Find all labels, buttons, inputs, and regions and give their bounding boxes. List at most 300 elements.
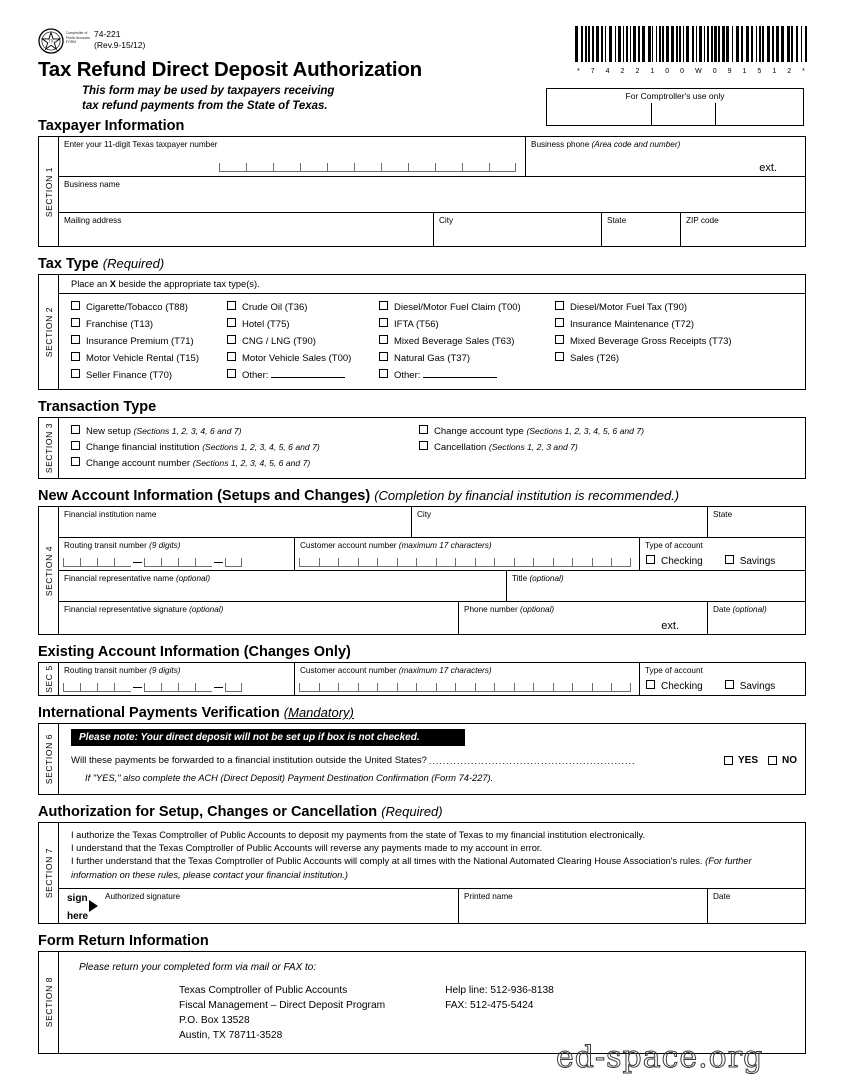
tax-type-checkbox[interactable] [379,335,555,348]
section-6-heading-suffix: (Mandatory) [283,705,354,720]
section-4-heading [38,488,844,504]
new-account-number-comb[interactable] [299,558,631,567]
checkbox-icon[interactable] [379,301,388,310]
existing-type-of-account-group [640,663,805,695]
tax-type-checkbox[interactable] [71,352,227,365]
address-line: Fiscal Management – Direct Deposit Program [179,999,386,1011]
write-in-line[interactable] [271,369,345,378]
comb-cell[interactable] [436,683,456,692]
transaction-type-checkbox[interactable] [419,441,805,454]
comb-cell[interactable] [144,683,161,692]
comb-cell[interactable] [475,558,495,567]
subtitle-line-2: tax refund payments from the State of Texas. [82,99,328,112]
transaction-type-checkbox[interactable] [71,441,419,454]
international-payments-question: Will these payments be forwarded to a financial institution outside the United States? [71,755,427,766]
comb-cell[interactable] [397,558,417,567]
tax-type-checkbox[interactable] [227,301,379,314]
transaction-type-note: (Sections 1, 2, 3, 4, 6 and 7) [133,426,242,436]
comb-dash [133,687,142,688]
new-checking-checkbox[interactable] [646,555,703,568]
comb-cell[interactable] [416,558,436,567]
tax-type-checkbox[interactable] [379,352,555,365]
checkbox-icon[interactable] [768,756,777,765]
comb-cell[interactable] [514,683,534,692]
comb-cell[interactable] [494,558,514,567]
comb-cell[interactable] [300,163,327,172]
comb-cell[interactable] [572,558,592,567]
comb-cell[interactable] [178,558,195,567]
taxpayer-number-comb[interactable] [219,163,516,172]
comb-cell[interactable] [225,683,242,692]
form-number-block [94,28,145,50]
checkbox-icon[interactable] [555,335,564,344]
comb-dash [214,687,223,688]
comb-cell[interactable] [435,163,462,172]
checkbox-icon[interactable] [379,369,388,378]
comb-cell[interactable] [219,163,246,172]
please-return-text: Please return your completed form via mail or FAX to: [79,961,317,973]
state-label: State [607,216,627,225]
existing-savings-checkbox[interactable] [725,680,776,693]
section-2-rail [39,275,59,389]
comb-cell[interactable] [144,558,161,567]
printed-name-label: Printed name [464,891,513,901]
city-field[interactable] [434,213,602,246]
transaction-type-label: Change account type (Sections 1, 2, 3, 4, 5, 6 and 7) [434,426,644,437]
business-phone-label: Business phone (Area code and number) [531,140,681,149]
authorization-para-1: I authorize the Texas Comptroller of Public Accounts to deposit my payments from the state of Texas to my financial institution electronically. [71,830,646,840]
leader-dots: ........................................................... [428,755,636,766]
tax-type-label: Motor Vehicle Sales (T00) [242,353,352,364]
agency-identifier [38,28,145,54]
comb-cell[interactable] [436,558,456,567]
barcode-digit: 2 [787,68,792,75]
transaction-type-checkbox-grid [59,418,805,478]
new-routing-number-field[interactable] [59,538,295,570]
tax-type-checkbox[interactable] [71,318,227,331]
fi-city-field[interactable] [412,507,708,537]
tax-type-checkbox[interactable] [555,335,805,348]
financial-rep-name-field[interactable] [59,571,507,601]
intl-yes-label: YES [737,755,758,766]
tax-type-label: Other: [394,369,497,382]
new-routing-number-comb[interactable] [63,558,242,567]
new-type-of-account-group [640,538,805,570]
comb-cell[interactable] [80,683,97,692]
zip-field[interactable] [681,213,805,246]
comb-cell[interactable] [553,683,573,692]
comb-dash [133,562,142,563]
signature-date-field[interactable] [708,889,805,923]
checkbox-icon[interactable] [419,441,428,450]
tax-type-checkbox[interactable] [555,301,805,314]
existing-type-of-account-label: Type of account [645,666,703,675]
barcode-digit: 2 [635,68,640,75]
section-4-rail-label: SECTION 4 [43,545,54,596]
checkbox-icon[interactable] [71,352,80,361]
comb-cell[interactable] [338,558,358,567]
barcode-digit: 2 [620,68,625,75]
tax-type-label: Crude Oil (T36) [242,302,308,313]
barcode-block [575,26,807,75]
form-number: 74-221 [94,29,121,39]
checkbox-icon[interactable] [646,680,655,689]
section-3-heading: Transaction Type [38,399,157,415]
mailing-address-label: Mailing address [64,216,122,225]
section-1-heading: Taxpayer Information [38,118,185,134]
transaction-type-note: (Sections 1, 2, 3 and 7) [488,442,578,452]
checkbox-icon[interactable] [71,457,80,466]
comb-cell[interactable] [319,683,339,692]
new-checking-label: Checking [661,556,703,567]
barcode-digit: 4 [605,68,610,75]
fi-state-label: State [713,510,733,519]
checkbox-icon[interactable] [724,756,733,765]
business-phone-field[interactable] [526,137,805,176]
financial-institution-name-label: Financial institution name [64,510,157,519]
comb-cell[interactable] [397,683,417,692]
checkbox-icon[interactable] [71,369,80,378]
tax-type-label: Franchise (T13) [86,319,154,330]
comb-cell[interactable] [494,683,514,692]
financial-rep-date-field[interactable] [708,602,805,634]
checkbox-icon[interactable] [227,318,236,327]
section-3-rail-label: SECTION 3 [43,422,54,474]
comb-cell[interactable] [553,558,573,567]
city-label: City [439,216,454,225]
comb-cell[interactable] [611,558,631,567]
financial-rep-signature-label: Financial representative signature (optional) [64,605,224,614]
checkbox-icon[interactable] [227,352,236,361]
checkbox-icon[interactable] [555,352,564,361]
comb-cell[interactable] [195,683,212,692]
barcode-digits [575,67,807,75]
comptroller-use-only-label: For Comptroller's use only [625,91,725,101]
address-line: Austin, TX 78711-3528 [179,1029,283,1041]
mailing-address-field[interactable] [59,213,434,246]
barcode-digit: 1 [742,68,747,75]
checkbox-icon[interactable] [71,301,80,310]
checkbox-icon[interactable] [379,352,388,361]
comb-cell[interactable] [178,683,195,692]
sign-here-marker [59,889,101,923]
watermark: ed-space.org [556,1040,764,1075]
checkbox-icon[interactable] [725,680,734,689]
checkbox-icon[interactable] [646,555,655,564]
comb-cell[interactable] [533,558,553,567]
signature-date-label: Date [713,891,731,901]
comb-cell[interactable] [462,163,489,172]
arrow-right-icon [89,900,98,912]
comb-cell[interactable] [63,558,80,567]
transaction-type-checkbox[interactable] [71,457,419,470]
contact-line: Help line: 512-936-8138 [445,984,554,996]
return-instructions [59,952,805,1053]
existing-account-number-comb[interactable] [299,683,631,692]
new-type-of-account-label: Type of account [645,541,703,550]
existing-savings-label: Savings [739,681,776,692]
financial-rep-date-label: Date (optional) [713,605,767,614]
barcode-digit: 9 [727,68,732,75]
new-account-number-field[interactable] [295,538,640,570]
comb-cell[interactable] [63,683,80,692]
page-subtitle [82,84,334,113]
comb-cell[interactable] [354,163,381,172]
comb-cell[interactable] [377,558,397,567]
transaction-type-checkbox[interactable] [419,425,805,438]
tax-type-checkbox[interactable] [227,335,379,348]
financial-institution-name-field[interactable] [59,507,412,537]
comb-cell[interactable] [97,558,114,567]
transaction-type-note: (Sections 1, 2, 3, 4, 5, 6 and 7) [202,442,320,452]
comb-cell[interactable] [514,558,534,567]
tax-type-checkbox-grid [59,294,805,389]
new-routing-number-label: Routing transit number (9 digits) [64,541,181,550]
section-2-heading-text: Tax Type [38,256,99,272]
comb-cell[interactable] [611,683,631,692]
sign-here-line-1: sign [67,892,88,904]
new-account-number-label: Customer account number (maximum 17 characters) [300,541,492,550]
checkbox-icon[interactable] [419,425,428,434]
zip-label: ZIP code [686,216,719,225]
tax-type-label: Mixed Beverage Gross Receipts (T73) [570,336,732,347]
barcode-image [575,26,807,62]
business-name-label: Business name [64,180,120,189]
barcode-digit: * [577,68,580,75]
section-2-heading [38,256,844,272]
transaction-type-label: New setup (Sections 1, 2, 3, 4, 6 and 7) [86,426,242,437]
comb-cell[interactable] [273,163,300,172]
checkbox-icon[interactable] [227,301,236,310]
existing-checking-label: Checking [661,681,703,692]
section-6-heading-text: International Payments Verification [38,705,280,721]
financial-rep-phone-field[interactable] [459,602,708,634]
barcode-digit: W [695,68,702,75]
section-8-rail [39,952,59,1053]
barcode-digit: 5 [757,68,762,75]
section-4-rail [39,507,59,634]
section-1-rail [39,137,59,246]
tax-type-label: Natural Gas (T37) [394,353,471,364]
fi-state-field[interactable] [708,507,805,537]
comb-cell[interactable] [592,558,612,567]
checkbox-icon[interactable] [555,301,564,310]
fi-city-label: City [417,510,432,519]
tax-type-empty [555,369,805,382]
checkbox-icon[interactable] [379,318,388,327]
business-name-field[interactable] [59,177,805,212]
section-8-box [38,951,806,1054]
comb-cell[interactable] [489,163,516,172]
existing-account-number-label: Customer account number (maximum 17 characters) [300,666,492,675]
new-savings-label: Savings [739,556,776,567]
tax-type-label: Hotel (T75) [242,319,290,330]
existing-account-number-field[interactable] [295,663,640,695]
transaction-type-label: Change account number (Sections 1, 2, 3, 4, 5, 6 and 7) [86,458,311,469]
tax-type-checkbox[interactable] [379,318,555,331]
taxpayer-number-label: Enter your 11-digit Texas taxpayer number [64,140,218,149]
section-6-box [38,723,806,795]
tax-type-checkbox[interactable] [379,301,555,314]
comb-cell[interactable] [408,163,435,172]
taxpayer-number-field[interactable] [59,137,526,176]
checkbox-icon[interactable] [555,318,564,327]
comb-cell[interactable] [319,558,339,567]
section-1-box [38,136,806,247]
comb-cell[interactable] [246,163,273,172]
checkbox-icon[interactable] [227,335,236,344]
barcode-digit: * [802,68,805,75]
section-2-box [38,274,806,390]
financial-rep-title-field[interactable] [507,571,805,601]
comb-cell[interactable] [338,683,358,692]
checkbox-icon[interactable] [379,335,388,344]
international-payments-question-row [59,746,805,766]
comb-cell[interactable] [358,683,378,692]
comb-cell[interactable] [377,683,397,692]
section-5-box [38,662,806,696]
state-field[interactable] [602,213,681,246]
authorized-signature-label: Authorized signature [105,891,181,901]
section-7-heading-suffix: (Required) [381,804,443,819]
svg-text:TX: TX [48,39,54,44]
existing-routing-number-field[interactable] [59,663,295,695]
section-7-heading [38,804,844,820]
comb-cell[interactable] [195,558,212,567]
checkbox-icon[interactable] [71,425,80,434]
comb-cell[interactable] [299,558,319,567]
comb-cell[interactable] [97,683,114,692]
section-6-subnote: If "YES," also complete the ACH (Direct Deposit) Payment Destination Confirmation (Form 74-227). [85,773,494,783]
section-5-heading: Existing Account Information (Changes Only) [38,644,351,660]
intl-yes-option[interactable] [724,755,758,766]
comb-cell[interactable] [475,683,495,692]
section-2-rail-label: SECTION 2 [43,306,54,358]
section-8-heading: Form Return Information [38,932,209,949]
checkbox-icon[interactable] [71,335,80,344]
authorization-para-2: I understand that the Texas Comptroller of Public Accounts will reverse any payments made to my account in error. [71,843,543,854]
checkbox-icon[interactable] [227,369,236,378]
transaction-type-label: Cancellation (Sections 1, 2, 3 and 7) [434,442,578,453]
tax-type-label: Diesel/Motor Fuel Tax (T90) [570,302,688,313]
section-5-rail-label: SEC 5 [43,665,54,693]
existing-checking-checkbox[interactable] [646,680,703,693]
financial-rep-name-label: Financial representative name (optional) [64,574,211,583]
tax-type-label: CNG / LNG (T90) [242,336,316,347]
financial-rep-phone-ext-label: ext. [661,620,679,632]
new-savings-checkbox[interactable] [725,555,776,568]
page-title: Tax Refund Direct Deposit Authorization [38,58,422,81]
comb-cell[interactable] [455,683,475,692]
tax-type-checkbox[interactable] [227,352,379,365]
write-in-line[interactable] [423,369,497,378]
checkbox-icon[interactable] [725,555,734,564]
section-3-box [38,417,806,479]
section-3-rail [39,418,59,478]
subtitle-line-1: This form may be used by taxpayers receiving [82,85,335,97]
tax-type-label: Cigarette/Tobacco (T88) [86,302,188,313]
barcode-digit: 1 [772,68,777,75]
barcode-digit: 0 [680,68,685,75]
existing-routing-number-comb[interactable] [63,683,242,692]
tax-type-label: IFTA (T56) [394,319,439,330]
transaction-type-note: (Sections 1, 2, 3, 4, 5, 6 and 7) [526,426,644,436]
tax-type-label: Mixed Beverage Sales (T63) [394,336,515,347]
printed-name-field[interactable] [459,889,708,923]
comb-cell[interactable] [416,683,436,692]
comb-cell[interactable] [114,558,131,567]
tax-type-label: Other: [242,369,345,382]
comb-cell[interactable] [225,558,242,567]
tax-type-checkbox[interactable] [227,369,379,382]
tax-type-checkbox[interactable] [227,318,379,331]
authorization-para-3: I further understand that the Texas Comptroller of Public Accounts will comply at all times with the National Automated Clearing House Association's rules. (For further information on these rules, please contact your financial institution.) [71,856,752,880]
comb-cell[interactable] [161,683,178,692]
checkbox-icon[interactable] [71,441,80,450]
barcode-digit: 0 [665,68,670,75]
checkbox-icon[interactable] [71,318,80,327]
business-phone-ext-label: ext. [759,162,777,174]
comb-cell[interactable] [455,558,475,567]
section-4-heading-suffix: (Completion by financial institution is recommended.) [374,488,680,503]
transaction-type-note: (Sections 1, 2, 3, 4, 5, 6 and 7) [192,458,311,468]
section-2-instruction: Place an X beside the appropriate tax type(s). [59,275,805,294]
section-7-box [38,822,806,924]
tax-type-checkbox[interactable] [555,318,805,331]
form-header [0,0,844,118]
comb-cell[interactable] [592,683,612,692]
address-line: Texas Comptroller of Public Accounts [179,984,348,996]
comb-cell[interactable] [327,163,354,172]
tax-type-label: Diesel/Motor Fuel Claim (T00) [394,302,521,313]
financial-rep-signature-field[interactable] [59,602,459,634]
section-6-heading [38,705,844,721]
comb-cell[interactable] [80,558,97,567]
tax-type-checkbox[interactable] [71,369,227,382]
comb-dash [214,562,223,563]
tax-type-checkbox[interactable] [71,301,227,314]
comb-cell[interactable] [381,163,408,172]
section-4-heading-text: New Account Information (Setups and Changes) [38,488,371,504]
comb-cell[interactable] [572,683,592,692]
section-5-rail [39,663,59,695]
existing-routing-number-label: Routing transit number (9 digits) [64,666,181,675]
tax-type-checkbox[interactable] [555,352,805,365]
comb-cell[interactable] [299,683,319,692]
comb-cell[interactable] [114,683,131,692]
section-2-heading-suffix: (Required) [102,256,165,271]
authorized-signature-field[interactable] [59,889,459,923]
comb-cell[interactable] [533,683,553,692]
contact-info [445,983,554,1043]
section-7-heading-text: Authorization for Setup, Changes or Cancellation [38,804,378,820]
comb-cell[interactable] [358,558,378,567]
section-1-rail-label: SECTION 1 [43,166,54,217]
intl-no-option[interactable] [768,755,797,766]
tax-type-label: Insurance Maintenance (T72) [570,319,695,330]
comb-cell[interactable] [161,558,178,567]
transaction-type-checkbox[interactable] [71,425,419,438]
tax-type-label: Sales (T26) [570,353,620,364]
section-7-rail [39,823,59,923]
section-6-warning-banner: Please note: Your direct deposit will not be set up if box is not checked. [71,729,465,746]
tax-type-checkbox[interactable] [71,335,227,348]
contact-line: FAX: 512-475-5424 [445,999,534,1011]
return-address [179,983,385,1043]
section-8-rail-label: SECTION 8 [43,977,54,1028]
tax-type-checkbox[interactable] [379,369,555,382]
transaction-type-empty [419,457,805,470]
